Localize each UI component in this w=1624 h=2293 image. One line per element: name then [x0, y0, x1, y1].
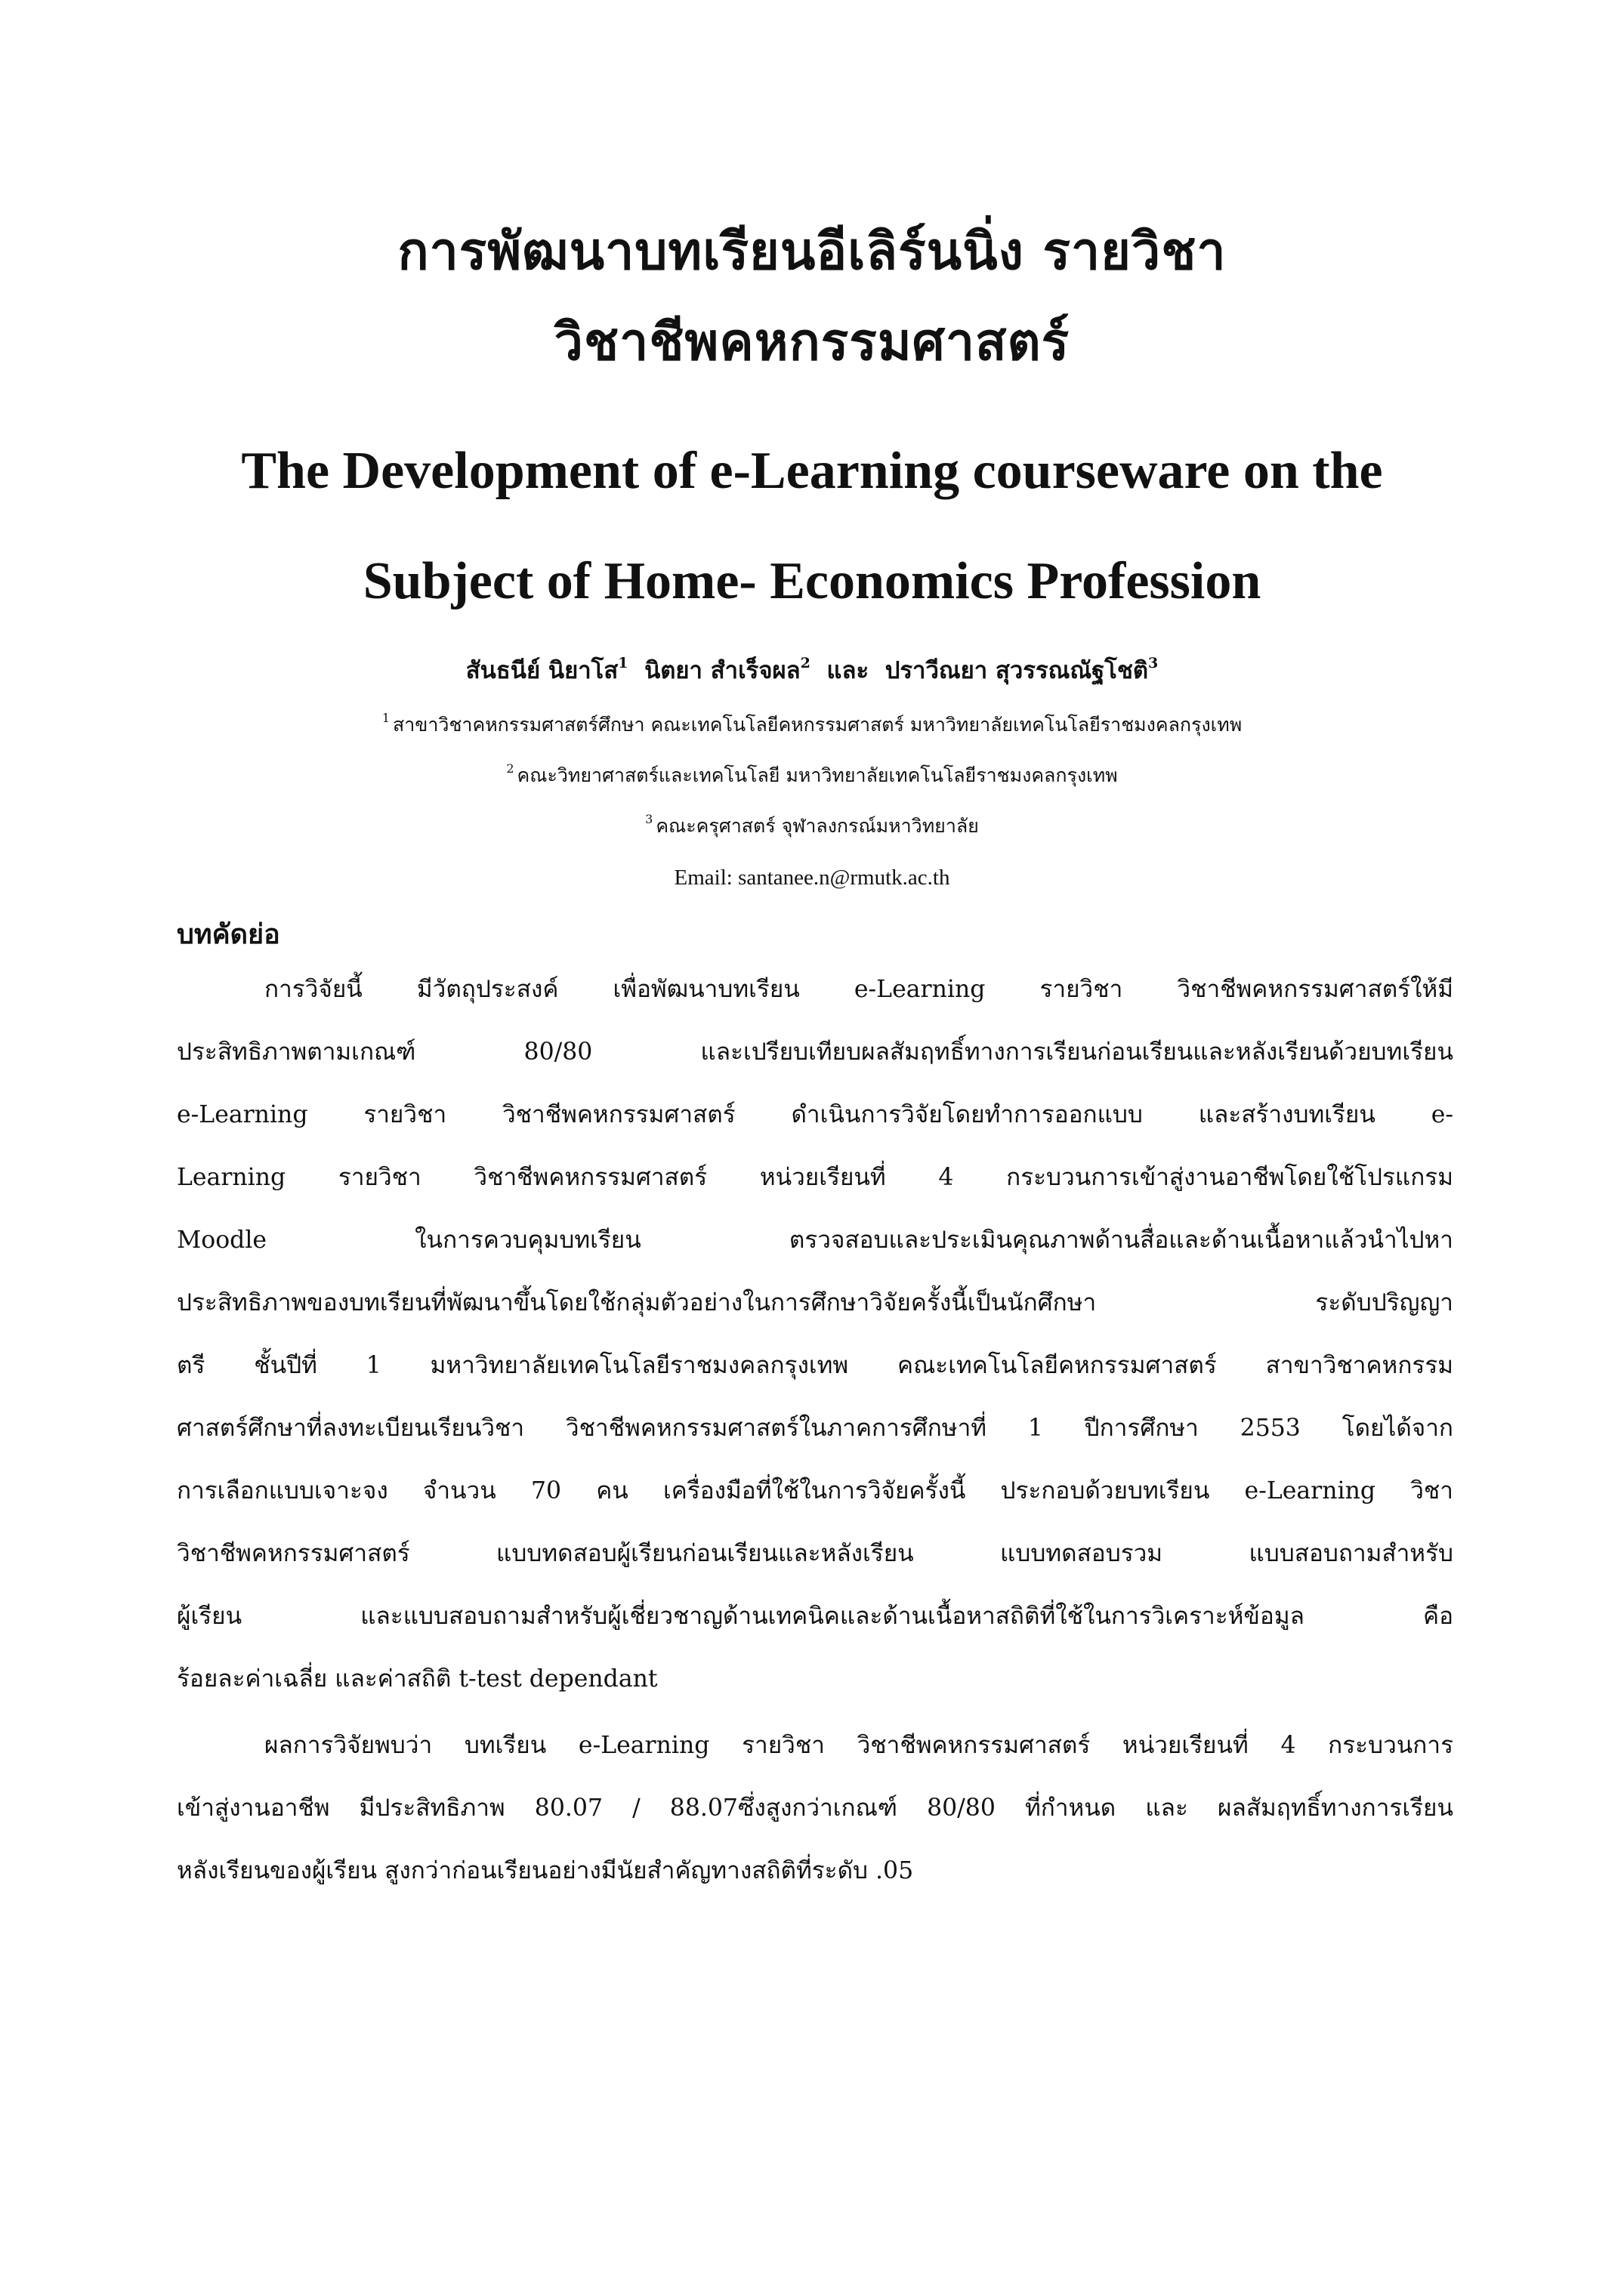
affiliation-mark: 2 — [506, 761, 514, 776]
author-separator: และ — [810, 657, 885, 684]
thai-title-line-2: วิชาชีพคหกรรมศาสตร์ — [554, 312, 1070, 372]
abstract-line: วิชาชีพคหกรรมศาสตร์ แบบทดสอบผู้เรียนก่อนเรียนและหลังเรียน แบบทดสอบรวม แบบสอบถามสำหรับ — [177, 1540, 1453, 1567]
abstract-line: การวิจัยนี้ มีวัตถุประสงค์ เพื่อพัฒนาบทเรียน e-Learning รายวิชา วิชาชีพคหกรรมศาสตร์ให้มี — [264, 976, 1453, 1003]
abstract-line: Moodle ในการควบคุมบทเรียน ตรวจสอบและประเมินคุณภาพด้านสื่อและด้านเนื้อหาแล้วนำไปหา — [177, 1227, 1453, 1254]
author-affiliation-mark: 2 — [800, 655, 810, 671]
author-list — [0, 651, 1624, 689]
affiliation-2 — [0, 761, 1624, 791]
author-affiliation-mark: 3 — [1148, 655, 1159, 671]
affiliation-3 — [0, 811, 1624, 841]
abstract-line: ร้อยละค่าเฉลี่ย และค่าสถิติ t-test dependant — [177, 1665, 658, 1693]
affiliation-mark: 3 — [645, 812, 653, 826]
abstract-line: เข้าสู่งานอาชีพ มีประสิทธิภาพ 80.07 / 88.07ซึ่งสูงกว่าเกณฑ์ 80/80 ที่กำหนด และ ผลสัมฤทธิ์ทางการเรียน — [177, 1795, 1453, 1822]
affiliation-1 — [0, 710, 1624, 740]
author-email: Email: santanee.n@rmutk.ac.th — [674, 866, 950, 890]
affiliation-text: สาขาวิชาคหกรรมศาสตร์ศึกษา คณะเทคโนโลยีคหกรรมศาสตร์ มหาวิทยาลัยเทคโนโลยีราชมงคลกรุงเทพ — [393, 714, 1243, 736]
author-name: ปราวีณยา สุวรรณณัฐโชติ — [885, 657, 1149, 684]
affiliation-mark: 1 — [381, 711, 390, 725]
abstract-line: ตรี ชั้นปีที่ 1 มหาวิทยาลัยเทคโนโลยีราชมงคลกรุงเทพ คณะเทคโนโลยีคหกรรมศาสตร์ สาขาวิชาคหกรรม — [177, 1352, 1453, 1379]
abstract-line: Learning รายวิชา วิชาชีพคหกรรมศาสตร์ หน่วยเรียนที่ 4 กระบวนการเข้าสู่งานอาชีพโดยใช้โปรแกรม — [177, 1164, 1453, 1191]
abstract-heading: บทคัดย่อ — [177, 918, 280, 950]
abstract-line: ประสิทธิภาพของบทเรียนที่พัฒนาขึ้นโดยใช้กลุ่มตัวอย่างในการศึกษาวิจัยครั้งนี้เป็นนักศึกษา ระดับปริญญา — [177, 1289, 1453, 1316]
abstract-line: ผลการวิจัยพบว่า บทเรียน e-Learning รายวิชา วิชาชีพคหกรรมศาสตร์ หน่วยเรียนที่ 4 กระบวนการ — [264, 1732, 1453, 1759]
author-separator — [628, 657, 644, 684]
english-title-line-1: The Development of e-Learning courseware on the — [241, 442, 1383, 500]
affiliation-text: คณะครุศาสตร์ จุฬาลงกรณ์มหาวิทยาลัย — [656, 815, 979, 837]
abstract-line: e-Learning รายวิชา วิชาชีพคหกรรมศาสตร์ ดำเนินการวิจัยโดยทำการออกแบบ และสร้างบทเรียน e- — [177, 1101, 1453, 1128]
abstract-line: ศาสตร์ศึกษาที่ลงทะเบียนเรียนวิชา วิชาชีพคหกรรมศาสตร์ในภาคการศึกษาที่ 1 ปีการศึกษา 2553 โดยได้จาก — [177, 1415, 1453, 1442]
abstract-line: การเลือกแบบเจาะจง จำนวน 70 คน เครื่องมือที่ใช้ในการวิจัยครั้งนี้ ประกอบด้วยบทเรียน e-Learning วิชา — [177, 1477, 1453, 1504]
abstract-line: ประสิทธิภาพตามเกณฑ์ 80/80 และเปรียบเทียบผลสัมฤทธิ์ทางการเรียนก่อนเรียนและหลังเรียนด้วยบทเรียน — [177, 1038, 1453, 1066]
affiliation-text: คณะวิทยาศาสตร์และเทคโนโลยี มหาวิทยาลัยเทคโนโลยีราชมงคลกรุงเทพ — [517, 764, 1118, 786]
abstract-line: ผู้เรียน และแบบสอบถามสำหรับผู้เชี่ยวชาญด้านเทคนิคและด้านเนื้อหาสถิติที่ใช้ในการวิเคราะห์ข้อมูล คือ — [177, 1603, 1453, 1630]
thai-title-line-1: การพัฒนาบทเรียนอีเลิร์นนิ่ง รายวิชา — [397, 221, 1227, 282]
author-name: นิตยา สำเร็จผล — [644, 657, 801, 684]
author-affiliation-mark: 1 — [618, 655, 628, 671]
english-title-line-2: Subject of Home- Economics Profession — [363, 552, 1261, 610]
author-name: สันธนีย์ นิยาโส — [465, 657, 619, 684]
abstract-line: หลังเรียนของผู้เรียน สูงกว่าก่อนเรียนอย่างมีนัยสำคัญทางสถิติที่ระดับ .05 — [177, 1857, 914, 1884]
